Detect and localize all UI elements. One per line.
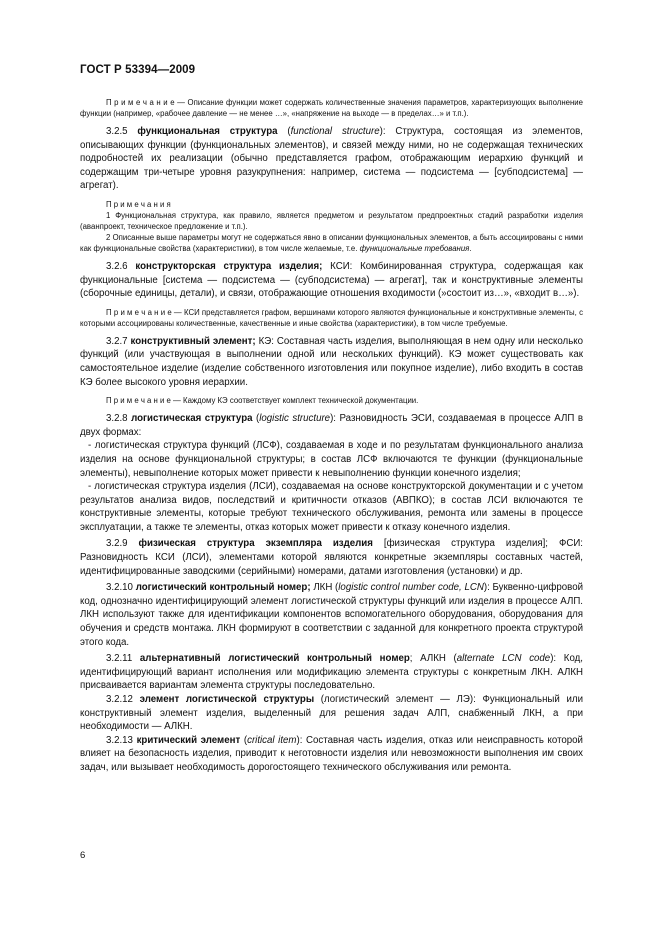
term-3-2-11 — [80, 652, 583, 693]
term-definition: КСИ: Комбинированная структура, содержащая как функциональные [система — подсистема — (субподсистема) — агрегат], так и конструктивные элементы (сборочные единицы, детали), и связи, отображающие отношения входимости (»состоит из…», «входит в…»). — [80, 260, 583, 300]
term-definition: ): Разновидность ЭСИ, создаваемая в процессе АЛП в двух формах: — [80, 413, 583, 438]
term-number: 3.2.6 — [106, 260, 128, 272]
term-name: логистическая структура — [131, 413, 253, 425]
term-3-2-6 — [80, 260, 583, 301]
page-number: 6 — [80, 850, 86, 861]
term-name: физическая структура экземпляра изделия — [138, 538, 373, 550]
term-3-2-8-item-1: - логистическая структура функций (ЛСФ), создаваемая в ходе и по результатам функционального анализа изделия на основе функциональной структуры; в состав ЛСФ включаются те функции (функциональные элементы), невыполнение которых может привести к невыполнению функции конечного изделия; — [80, 440, 583, 479]
term-number: 3.2.12 — [106, 694, 133, 705]
term-name: элемент логистической структуры — [139, 694, 315, 705]
term-definition: ): Буквенно-цифровой код, однозначно идентифицирующий элемент логистической структуры функций или изделия в процессе АЛП. ЛКН используют также для идентификации компонентов вспомогательного оборудования, оборудования для обучения и средств монтажа. ЛКН формируют в соответствии с заданной для конкретного проекта структурой этого кода. — [80, 582, 584, 648]
term-definition: (логистический элемент — ЛЭ): Функциональный или конструктивный элемент изделия, выделенный для решения задач АЛП, снабженный ЛКН, а при необходимости — АЛКН. — [80, 694, 583, 733]
term-3-2-8-item-2: - логистическая структура изделия (ЛСИ), создаваемая на основе конструкторской документации и с учетом результатов анализа видов, последствий и критичности отказов (АВПКО); в состав ЛСИ включаются те конструктивные элементы, которые требуют технического обслуживания, ремонта или замены в процессе эксплуатации, а также те элементы, отказ которых может привести к отказу конечного изделия. — [80, 481, 583, 533]
term-name: конструкторская структура изделия; — [135, 260, 323, 272]
term-3-2-5: 3.2.5 функциональная структура (functional structure): Структура, состоящая из элементов, описывающих функции (функциональных элементов), и связей между ними, но не содержащая технических подробностей их реализации (обычно представляется графом, отображающим иерархию функций и содержащим три-четыре уровня разукрупнения: например, система — подсистема — [субподсистема] — агрегат). — [80, 126, 583, 192]
note-text: КСИ представляется графом, вершинами которого являются функциональные и конструктивные элементы, с которыми ассоциированы количественные, качественные и иные свойства (характеристики), в том числе требуемые. — [80, 307, 583, 328]
term-number: 3.2.5 — [106, 126, 128, 137]
term-abbr: ; АЛКН ( — [409, 653, 457, 665]
notes-heading — [80, 199, 583, 210]
term-number: 3.2.9 — [106, 538, 128, 550]
term-3-2-9 — [80, 537, 583, 578]
term-abbr: ЛКН ( — [310, 582, 339, 594]
term-english: logistic structure — [259, 413, 331, 425]
term-english: logistic control number code, LCN — [338, 582, 484, 594]
notes-label: П р и м е ч а н и я — [106, 199, 171, 209]
note-text: Каждому КЭ соответствует комплект технической документации. — [180, 396, 419, 406]
note-item-1: 1 Функциональная структура, как правило, является предметом и результатом предпроектных стадий разработки изделия (аванпроект, техническое предложение и т.п.). — [80, 210, 583, 231]
term-definition: КЭ: Составная часть изделия, выполняющая в нем одну или несколько функций (или участвующая в выполнении одной или нескольких функций). КЭ может существовать как самостоятельное изделие (изделие собственного изготовления или покупное изделие), либо входить в состав КЭ более высокого уровня иерархии. — [80, 335, 583, 388]
term-number: 3.2.13 — [106, 734, 133, 746]
note-function-description — [80, 97, 583, 119]
term-english: alternate LCN code — [456, 653, 551, 665]
term-definition: ): Структура, состоящая из элементов, описывающих функции (функциональных элементов), и связей между ними, но не содержащая технических подробностей их реализации (обычно представляется графом, отображающим иерархию функций и содержащим три-четыре уровня разукрупнения: например, система — подсистема — [субподсистема] — агрегат). — [80, 126, 583, 192]
term-3-2-8: 3.2.8 логистическая структура (logistic structure): Разновидность ЭСИ, создаваемая в процессе АЛП в двух формах: — [80, 413, 583, 438]
term-3-2-7 — [80, 335, 583, 389]
note-item-2-end: . — [469, 243, 472, 253]
note-item-2-italic: функциональные требования — [359, 243, 470, 253]
document-header: ГОСТ Р 53394—2009 — [80, 64, 196, 76]
term-name: логистический контрольный номер; — [135, 582, 311, 594]
term-number: 3.2.7 — [106, 335, 128, 347]
term-english: critical item — [247, 734, 297, 746]
note-label: П р и м е ч а н и е — — [106, 98, 185, 107]
term-english: functional structure — [290, 126, 380, 137]
term-name: критический элемент — [136, 734, 241, 746]
note-item-2 — [80, 232, 583, 254]
term-number: 3.2.10 — [106, 582, 133, 594]
note-label: П р и м е ч а н и е — — [106, 307, 182, 317]
term-number: 3.2.11 — [106, 653, 133, 665]
term-number: 3.2.8 — [106, 413, 128, 425]
term-definition: ): Код, идентифицирующий вариант исполнения или модификацию элемента структуры с конкретным ЛКН. АЛКН присваивается вариантам элемента структуры последовательно. — [80, 653, 583, 692]
note-ksi — [80, 307, 583, 329]
term-definition: ): Составная часть изделия, отказ или неисправность которой влияет на безопасность изделия, приводит к неготовности изделия или невозможности выполнения им своих задач, или вызывает необходимость дорогостоящего технического обслуживания или ремонта. — [80, 734, 583, 773]
term-3-2-10 — [80, 581, 583, 649]
term-name: альтернативный логистический контрольный номер — [139, 653, 410, 665]
note-ke — [80, 395, 583, 406]
document-content — [80, 97, 583, 775]
note-label: П р и м е ч а н и е — — [106, 396, 181, 406]
term-3-2-13: 3.2.13 критический элемент (critical item): Составная часть изделия, отказ или неисправность которой влияет на безопасность изделия, приводит к неготовности изделия или невозможности выполнения им своих задач, или вызывает необходимость дорогостоящего технического обслуживания или ремонта. — [80, 734, 583, 773]
term-name: конструктивный элемент; — [130, 335, 256, 347]
note-text: Описание функции может содержать количественные значения параметров, характеризующих выполнение функции (например, «рабочее давление — не менее …», «напряжение на выходе — в пределах…» и т.п.). — [80, 98, 583, 118]
term-3-2-12 — [80, 693, 583, 734]
term-name: функциональная структура — [137, 126, 278, 137]
note-item-2-text: 2 Описанные выше параметры могут не содержаться явно в описании функциональных элементов, а быть ассоциированы с ними как функциональные свойства (характеристики), в том числе желаемые, т.е. — [80, 232, 583, 253]
term-definition: [физическая структура изделия]; ФСИ: Разновидность КСИ (ЛСИ), элементами которой являются конкретные экземпляры составных частей, идентифицированные заводскими (серийными) номерами, датами изготовления (установки) и др. — [80, 538, 583, 577]
